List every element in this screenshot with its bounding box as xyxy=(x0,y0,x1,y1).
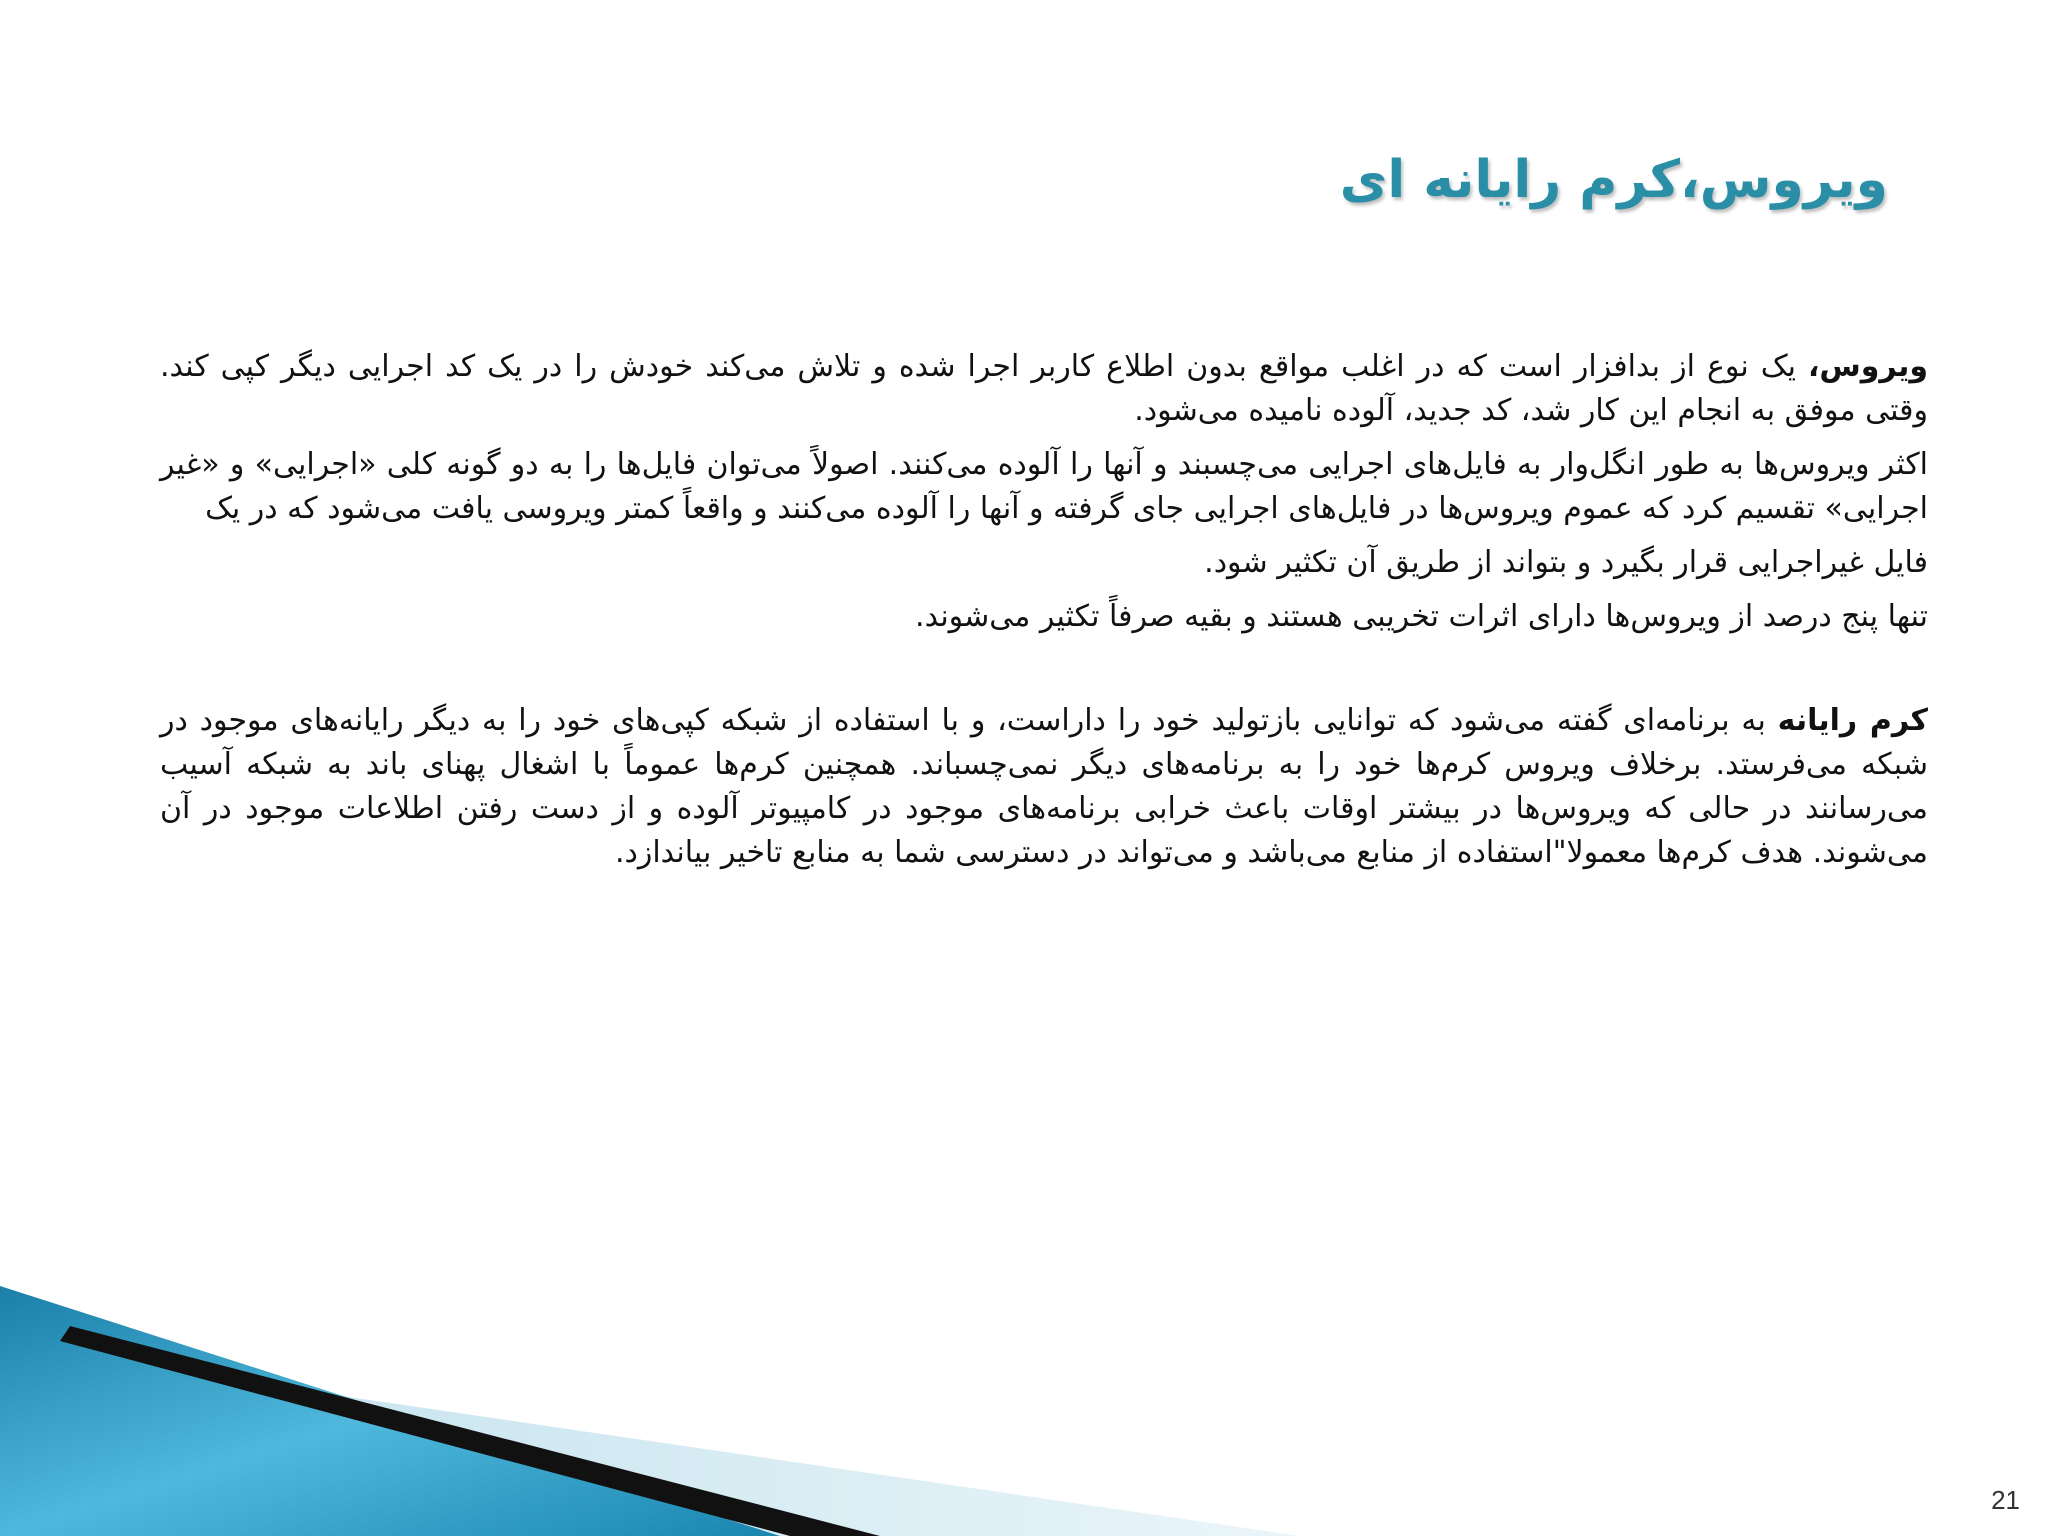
worm-definition: به برنامه‌ای گفته می‌شود که توانایی بازتولید خود را داراست، و با استفاده از شبکه کپی‌های خود را به دیگر رایانه‌های موجود در شبکه می‌فرستد. برخلاف ویروس کرم‌ها خود را به برنامه‌های دیگر نمی‌چسباند. همچنین کرم‌ها عموماً با اشغال پهنای باند به شبکه آسیب می‌رسانند در حالی که ویروس‌ها در بیشتر اوقات باعث خرابی برنامه‌های موجود در کامپیوتر آلوده و از دست رفتن اطلاعات موجود در آن می‌شوند. هدف کرم‌ها معمولا"استفاده از منابع می‌باشد و می‌تواند در دسترسی شما به منابع تاخیر بیاندازد. xyxy=(160,703,1928,870)
decorative-corner-graphic xyxy=(0,1286,1300,1536)
slide-title: ویروس،کرم رایانه ای xyxy=(1339,150,1888,210)
virus-definition: یک نوع از بدافزار است که در اغلب مواقع بدون اطلاع کاربر اجرا شده و تلاش می‌کند خودش را در یک کد اجرایی دیگر کپی کند. وقتی موفق به انجام این کار شد، کد جدید، آلوده نامیده می‌شود. xyxy=(160,349,1928,428)
worm-term: کرم رایانه xyxy=(1777,703,1928,738)
paragraph-parasitic: اکثر ویروس‌ها به طور انگل‌وار به فایل‌های اجرایی می‌چسبند و آنها را آلوده می‌کنند. اصولاً می‌توان فایل‌ها را به دو گونه کلی «اجرایی» و «غیر اجرایی» تقسیم کرد که عموم ویروس‌ها در فایل‌های اجرایی جای گرفته و آنها را آلوده می‌کنند و واقعاً کمتر ویروسی یافت می‌شود که در یک xyxy=(160,447,1928,526)
page-number: 21 xyxy=(1991,1485,2020,1515)
slide-body xyxy=(160,345,1928,885)
paragraph-destructive: تنها پنج درصد از ویروس‌ها دارای اثرات تخریبی هستند و بقیه صرفاً تکثیر می‌شوند. xyxy=(915,599,1928,634)
virus-term: ویروس، xyxy=(1807,349,1928,384)
paragraph-worm xyxy=(160,699,1928,875)
paragraph-non-executable: فایل غیراجرایی قرار بگیرد و بتواند از طریق آن تکثیر شود. xyxy=(1204,545,1928,580)
paragraph-virus xyxy=(160,345,1928,433)
